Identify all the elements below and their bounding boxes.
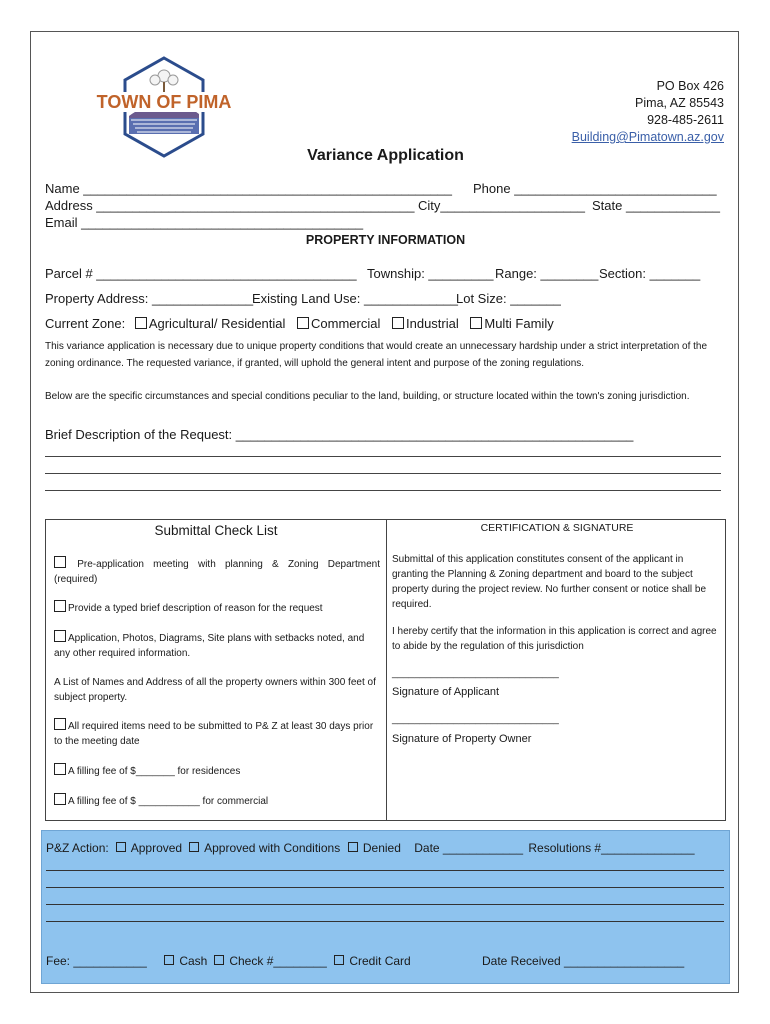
town-logo	[96, 54, 232, 160]
zone-industrial[interactable]: Industrial	[392, 316, 459, 331]
pz-action-box	[41, 830, 730, 984]
resolutions-field[interactable]: Resolutions #______________	[528, 841, 695, 855]
current-zone-row	[45, 316, 554, 331]
contact-block	[572, 78, 724, 146]
checklist-item[interactable]: A filling fee of $ ___________ for commercial	[54, 793, 380, 809]
box-divider	[386, 520, 387, 820]
owner-signature-label: Signature of Property Owner	[392, 733, 532, 745]
approved-conditions-option[interactable]: Approved with Conditions	[189, 841, 340, 855]
section-field[interactable]: Section: _______	[599, 266, 701, 281]
zone-commercial[interactable]: Commercial	[297, 316, 380, 331]
zone-agricultural[interactable]: Agricultural/ Residential	[135, 316, 286, 331]
checkbox-denied[interactable]	[348, 842, 358, 852]
checkbox-icon[interactable]	[54, 630, 66, 642]
logo-lettering: TOWN OF PIMA	[96, 92, 232, 112]
parcel-field[interactable]: Parcel # ____________________________________	[45, 266, 357, 281]
contact-email-link[interactable]: Building@Pimatown.az.gov	[571, 130, 724, 144]
checkbox-icon[interactable]	[54, 556, 66, 568]
phone-field[interactable]: Phone ____________________________	[473, 181, 717, 196]
pz-notes-line[interactable]	[46, 887, 724, 888]
checklist-item[interactable]: All required items need to be submitted to P& Z at least 30 days prior to the meeting date	[54, 718, 380, 749]
brief-description-field[interactable]: Brief Description of the Request: _______________________________________________________	[45, 427, 634, 442]
checkbox-icon[interactable]	[54, 793, 66, 805]
address-field[interactable]: Address ____________________________________________	[45, 198, 415, 213]
city-state-zip: Pima, AZ 85543	[635, 96, 724, 110]
applicant-signature-line[interactable]: ______________________________	[392, 668, 559, 679]
denied-option[interactable]: Denied	[348, 841, 401, 855]
cash-option[interactable]: Cash	[164, 954, 207, 968]
certify-paragraph: I hereby certify that the information in this application is correct and agree to abide by the regulation of this jurisdiction	[392, 626, 717, 652]
pz-notes-line[interactable]	[46, 921, 724, 922]
contact-phone: 928-485-2611	[647, 113, 724, 127]
hardship-paragraph: This variance application is necessary due to unique property conditions that would create an unnecessary hardship under a strict interpretation of the zoning ordinance. The requested variance, if granted, will uphold the general intent and purpose of the zoning regulations.	[45, 341, 708, 369]
checklist-item[interactable]: Pre-application meeting with planning & Zoning Department (required)	[54, 556, 380, 587]
description-line[interactable]	[45, 473, 721, 474]
description-line[interactable]	[45, 456, 721, 457]
checklist-item[interactable]: Application, Photos, Diagrams, Site plans with setbacks noted, and any other required information.	[54, 630, 380, 661]
pz-action-row	[46, 841, 695, 855]
pz-action-label: P&Z Action:	[46, 841, 109, 855]
fee-field[interactable]: Fee: ___________	[46, 954, 147, 968]
date-received-field[interactable]: Date Received __________________	[482, 954, 685, 968]
city-field[interactable]: City____________________	[418, 198, 585, 213]
page-title: Variance Application	[307, 147, 464, 164]
checkbox-agricultural[interactable]	[135, 317, 147, 329]
range-field[interactable]: Range: ________	[495, 266, 599, 281]
checkbox-check[interactable]	[214, 955, 224, 965]
checklist-item: A List of Names and Address of all the property owners within 300 feet of subject property.	[54, 677, 376, 703]
checklist-item[interactable]: A filling fee of $_______ for residences	[54, 763, 380, 779]
checkbox-industrial[interactable]	[392, 317, 404, 329]
land-use-field[interactable]: Existing Land Use: _____________	[252, 291, 458, 306]
certification-title: CERTIFICATION & SIGNATURE	[480, 522, 634, 534]
checkbox-credit-card[interactable]	[334, 955, 344, 965]
checkbox-cash[interactable]	[164, 955, 174, 965]
checkbox-commercial[interactable]	[297, 317, 309, 329]
check-option[interactable]: Check #________	[214, 954, 327, 968]
application-page	[30, 31, 739, 993]
owner-signature-line[interactable]: ______________________________	[392, 714, 559, 725]
lot-size-field[interactable]: Lot Size: _______	[456, 291, 561, 306]
property-heading: PROPERTY INFORMATION	[305, 233, 466, 247]
checklist-title: Submittal Check List	[154, 523, 278, 538]
checkbox-icon[interactable]	[54, 763, 66, 775]
state-field[interactable]: State _____________	[592, 198, 720, 213]
circumstances-paragraph: Below are the specific circumstances and special conditions peculiar to the land, building, or structure located within the town's zoning jurisdiction.	[45, 391, 690, 402]
email-field[interactable]: Email _______________________________________	[45, 215, 364, 230]
checkbox-multi-family[interactable]	[470, 317, 482, 329]
po-box: PO Box 426	[656, 79, 724, 93]
checklist-certification-box	[45, 519, 726, 821]
pz-notes-line[interactable]	[46, 870, 724, 871]
zone-label: Current Zone:	[45, 316, 126, 331]
pz-date-field[interactable]: Date ____________	[414, 841, 524, 855]
property-address-field[interactable]: Property Address: ______________	[45, 291, 254, 306]
checkbox-icon[interactable]	[54, 600, 66, 612]
checkbox-approved-conditions[interactable]	[189, 842, 199, 852]
checkbox-icon[interactable]	[54, 718, 66, 730]
applicant-signature-label: Signature of Applicant	[392, 686, 500, 698]
checklist-item[interactable]: Provide a typed brief description of reason for the request	[54, 600, 380, 616]
approved-option[interactable]: Approved	[116, 841, 182, 855]
description-line[interactable]	[45, 490, 721, 491]
credit-card-option[interactable]: Credit Card	[334, 954, 411, 968]
township-field[interactable]: Township: _________	[367, 266, 494, 281]
name-field[interactable]: Name ___________________________________________________	[45, 181, 453, 196]
consent-paragraph: Submittal of this application constitutes consent of the applicant in granting the Planning & Zoning department and board to the subject property during the project review. No further consent or notice shall be required.	[392, 554, 707, 610]
pz-notes-line[interactable]	[46, 904, 724, 905]
checkbox-approved[interactable]	[116, 842, 126, 852]
zone-multi-family[interactable]: Multi Family	[470, 316, 553, 331]
